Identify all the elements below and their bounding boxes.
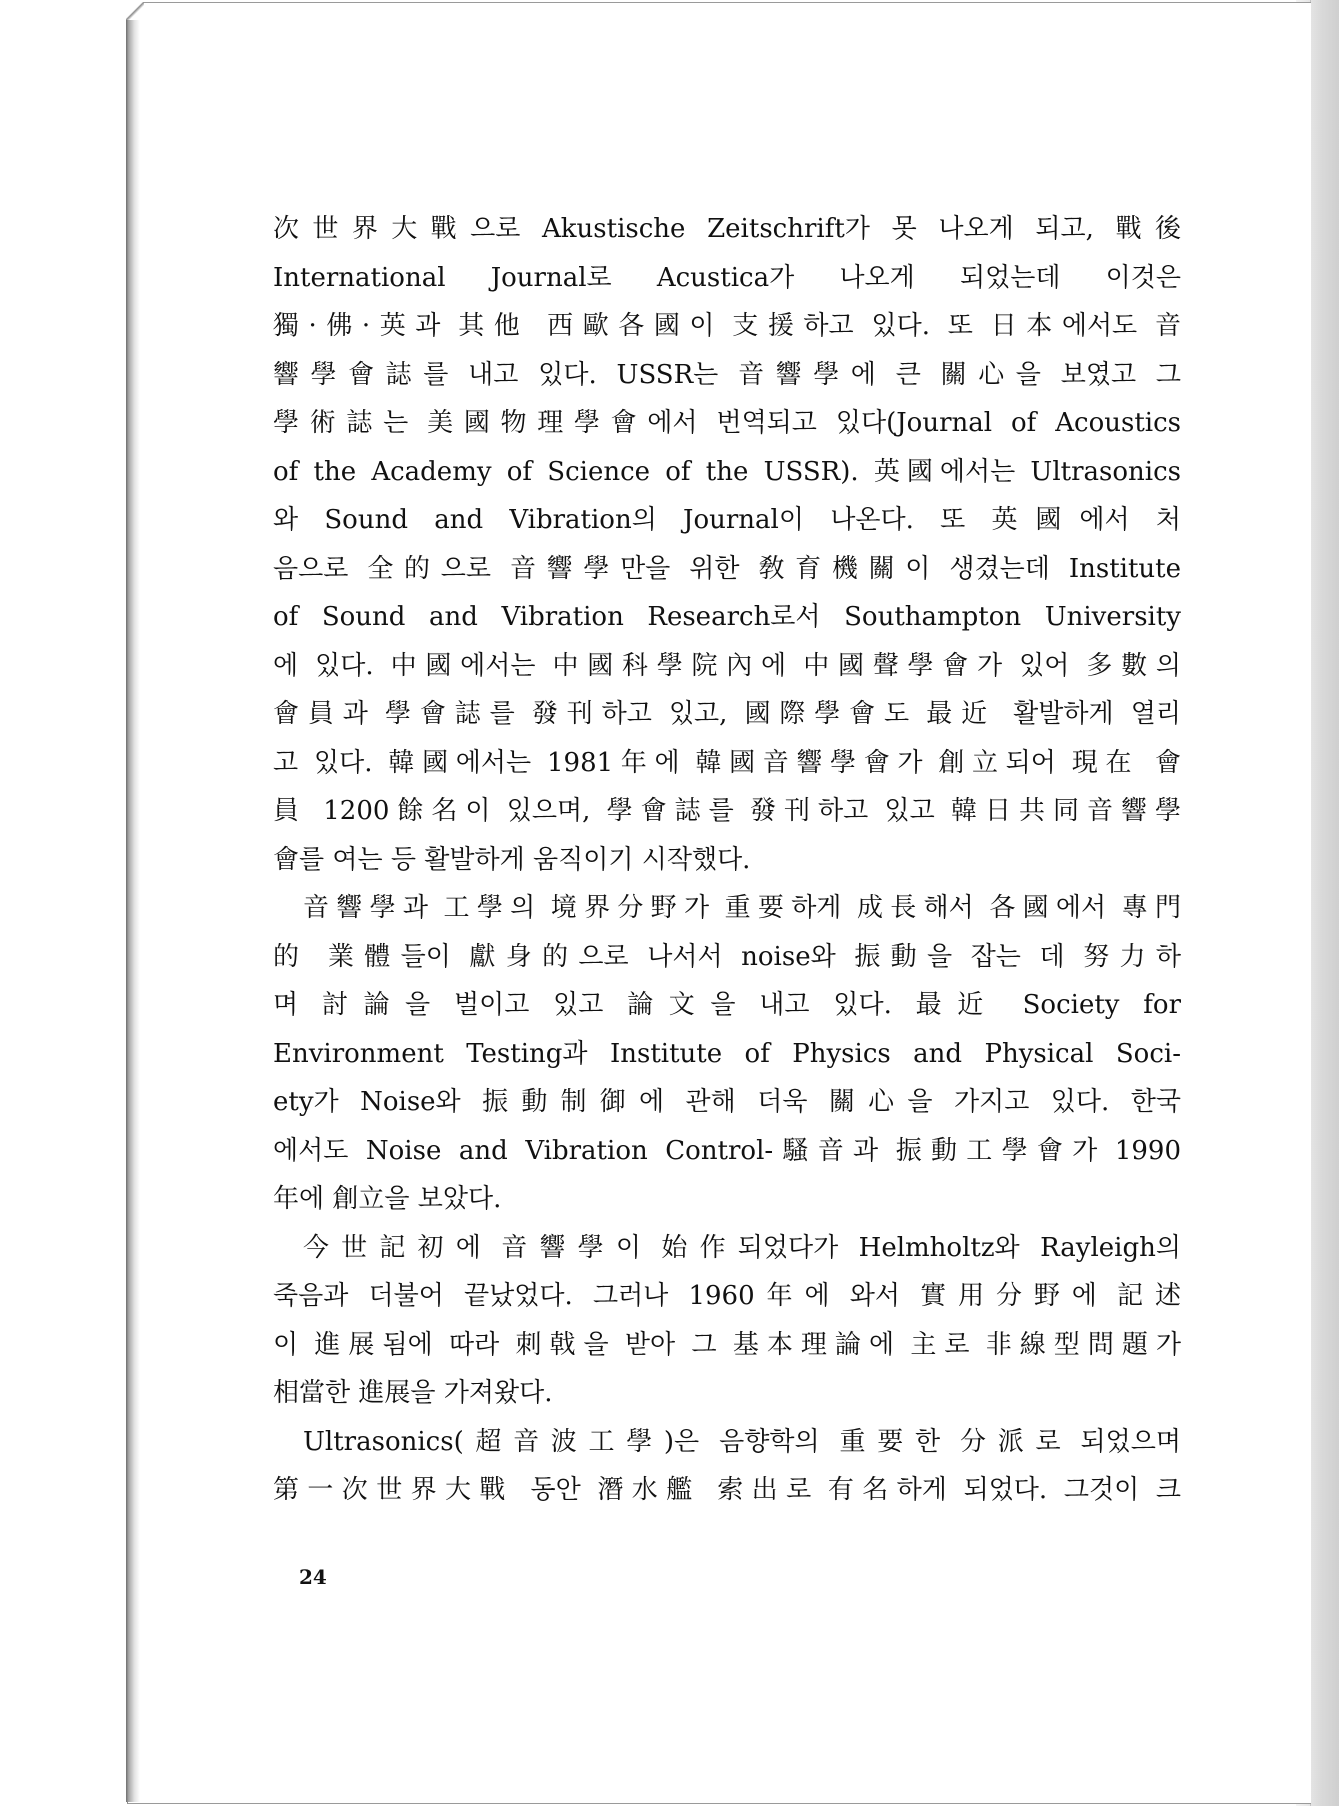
text-line: 에 있다. 中國에서는 中國科學院內에 中國聲學會가 있어 多數의 xyxy=(273,650,1181,681)
paragraph-3 xyxy=(273,1224,1181,1418)
text-line: Ultrasonics(超音波工學)은 음향학의 重要한 分派로 되었으며 xyxy=(303,1426,1181,1457)
text-line: 第一次世界大戰 동안 潛水艦 索出로 有名하게 되었다. 그것이 크 xyxy=(273,1475,1181,1505)
text-line: Environment Testing과 Institute of Physics and Physical Soci- xyxy=(273,1038,1181,1069)
text-line: 會를 여는 등 활발하게 움직이기 시작했다. xyxy=(273,844,751,875)
text-line: ety가 Noise와 振動制御에 관해 더욱 關心을 가지고 있다. 한국 xyxy=(273,1087,1181,1117)
text-line: 學術誌는 美國物理學會에서 번역되고 있다(Journal of Acoustics xyxy=(273,408,1181,438)
text-line: 음으로 全的으로 音響學만을 위한 敎育機關이 생겼는데 Institute xyxy=(273,553,1181,584)
page-number: 24 xyxy=(299,1565,327,1589)
text-line: 고 있다. 韓國에서는 1981年에 韓國音響學會가 創立되어 現在 會 xyxy=(273,747,1181,778)
paragraph-1 xyxy=(273,205,1181,884)
text-line: 며 討論을 벌이고 있고 論文을 내고 있다. 最近 Society for xyxy=(273,990,1181,1020)
text-line: of Sound and Vibration Research로서 Southampton University xyxy=(273,602,1181,632)
text-line: 年에 創立을 보았다. xyxy=(273,1184,502,1214)
text-line: 今世記初에 音響學이 始作되었다가 Helmholtz와 Rayleigh의 xyxy=(303,1232,1181,1263)
text-line: 的 業體들이 獻身的으로 나서서 noise와 振動을 잡는 데 努力하 xyxy=(273,941,1181,972)
text-line: 響學會誌를 내고 있다. USSR는 音響學에 큰 關心을 보였고 그 xyxy=(273,359,1181,390)
paragraph-2 xyxy=(273,884,1181,1224)
text-line: 獨·佛·英과 其他 西歐各國이 支援하고 있다. 또 日本에서도 音 xyxy=(273,311,1181,341)
text-line: 에서도 Noise and Vibration Control-騷音과 振動工學會가 1990 xyxy=(273,1135,1181,1166)
text-line: 會員과 學會誌를 發刊하고 있고, 國際學會도 最近 활발하게 열리 xyxy=(273,699,1181,729)
text-line: of the Academy of Science of the USSR). 英國에서는 Ultrasonics xyxy=(273,456,1181,487)
body-text xyxy=(273,205,1181,1515)
text-line: 이 進展됨에 따라 刺戟을 받아 그 基本理論에 主로 非線型問題가 xyxy=(273,1329,1181,1360)
paragraph-4 xyxy=(273,1418,1181,1515)
text-line: 와 Sound and Vibration의 Journal이 나온다. 또 英國에서 처 xyxy=(273,505,1181,535)
left-book-edge xyxy=(126,6,140,1802)
text-line: 次世界大戰으로 Akustische Zeitschrift가 못 나오게 되고, 戰後 xyxy=(273,214,1181,244)
text-line: 員 1200餘名이 있으며, 學會誌를 發刊하고 있고 韓日共同音響學 xyxy=(273,796,1181,826)
text-line: 音響學과 工學의 境界分野가 重要하게 成長해서 各國에서 專門 xyxy=(303,893,1181,923)
text-line: 相當한 進展을 가져왔다. xyxy=(273,1378,553,1408)
text-line: International Journal로 Acustica가 나오게 되었는데 이것은 xyxy=(273,262,1181,293)
page-corner xyxy=(126,2,144,20)
text-line: 죽음과 더불어 끝났었다. 그러나 1960年에 와서 實用分野에 記述 xyxy=(273,1281,1181,1311)
